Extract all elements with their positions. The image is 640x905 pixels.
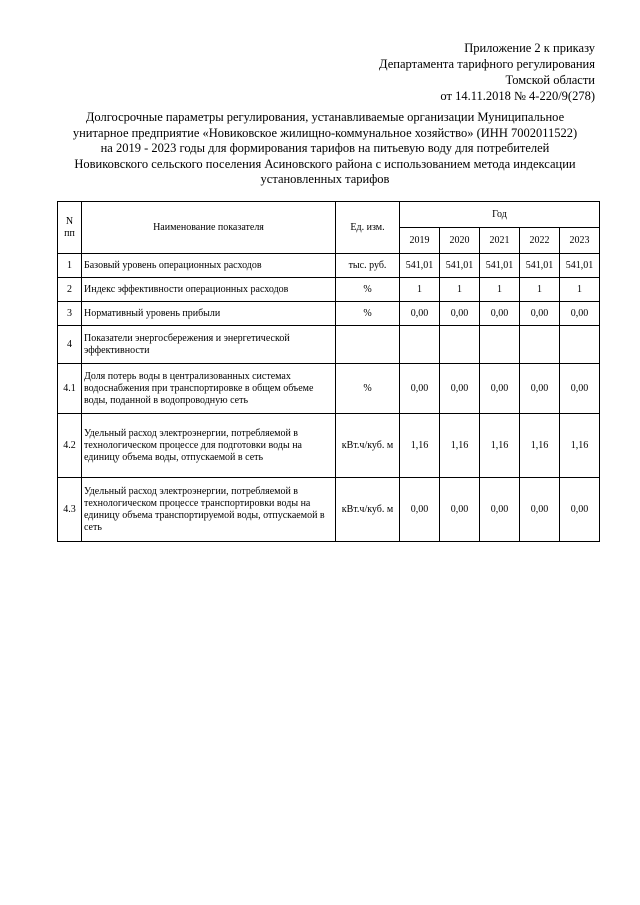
header-year: 2020 bbox=[440, 228, 480, 254]
row-value: 1,16 bbox=[440, 414, 480, 478]
row-value: 1 bbox=[440, 278, 480, 302]
row-name: Удельный расход электроэнергии, потребляемой в технологическом процессе транспортировки воды на единицу объема транспортируемой воды, отпускаемой в сеть bbox=[82, 478, 336, 542]
row-unit: % bbox=[336, 278, 400, 302]
row-value: 1,16 bbox=[560, 414, 600, 478]
row-value: 0,00 bbox=[400, 364, 440, 414]
table-row bbox=[58, 478, 600, 542]
row-unit: кВт.ч/куб. м bbox=[336, 478, 400, 542]
row-value bbox=[520, 326, 560, 364]
row-unit: % bbox=[336, 302, 400, 326]
row-value: 1,16 bbox=[520, 414, 560, 478]
row-value: 0,00 bbox=[560, 478, 600, 542]
table-row bbox=[58, 278, 600, 302]
row-value bbox=[480, 326, 520, 364]
header-year: 2019 bbox=[400, 228, 440, 254]
row-num: 1 bbox=[58, 254, 82, 278]
header-year: 2023 bbox=[560, 228, 600, 254]
row-value: 0,00 bbox=[480, 478, 520, 542]
row-value: 1,16 bbox=[480, 414, 520, 478]
row-value: 0,00 bbox=[520, 302, 560, 326]
document-title bbox=[50, 110, 600, 188]
row-name: Базовый уровень операционных расходов bbox=[82, 254, 336, 278]
row-num: 2 bbox=[58, 278, 82, 302]
attachment-line: Приложение 2 к приказу bbox=[464, 41, 595, 55]
row-value: 0,00 bbox=[440, 478, 480, 542]
row-value: 1 bbox=[560, 278, 600, 302]
row-value: 0,00 bbox=[560, 364, 600, 414]
header-unit: Ед. изм. bbox=[336, 202, 400, 254]
row-num: 4.3 bbox=[58, 478, 82, 542]
header-name: Наименование показателя bbox=[82, 202, 336, 254]
title-line: установленных тарифов bbox=[260, 172, 390, 186]
row-value: 1 bbox=[480, 278, 520, 302]
row-unit: % bbox=[336, 364, 400, 414]
attachment-line: Департамента тарифного регулирования bbox=[379, 57, 595, 71]
parameters-table bbox=[57, 201, 600, 542]
table-row bbox=[58, 254, 600, 278]
row-num: 4 bbox=[58, 326, 82, 364]
header-year-group: Год bbox=[400, 202, 600, 228]
title-line: на 2019 - 2023 годы для формирования тарифов на питьевую воду для потребителей bbox=[100, 141, 550, 155]
row-value: 0,00 bbox=[480, 364, 520, 414]
row-value: 0,00 bbox=[440, 302, 480, 326]
row-value: 1 bbox=[400, 278, 440, 302]
row-value: 0,00 bbox=[400, 478, 440, 542]
title-line: Долгосрочные параметры регулирования, устанавливаемые организации Муниципальное bbox=[85, 110, 565, 124]
header-year: 2022 bbox=[520, 228, 560, 254]
row-unit bbox=[336, 326, 400, 364]
row-num: 4.1 bbox=[58, 364, 82, 414]
row-value: 0,00 bbox=[520, 478, 560, 542]
row-name: Показатели энергосбережения и энергетической эффективности bbox=[82, 326, 336, 364]
row-unit: тыс. руб. bbox=[336, 254, 400, 278]
row-name: Нормативный уровень прибыли bbox=[82, 302, 336, 326]
row-value: 541,01 bbox=[560, 254, 600, 278]
row-value: 541,01 bbox=[480, 254, 520, 278]
table-row bbox=[58, 302, 600, 326]
row-value: 1,16 bbox=[400, 414, 440, 478]
row-value: 0,00 bbox=[440, 364, 480, 414]
table-row bbox=[58, 364, 600, 414]
row-name: Индекс эффективности операционных расходов bbox=[82, 278, 336, 302]
row-value: 0,00 bbox=[520, 364, 560, 414]
title-line: унитарное предприятие «Новиковское жилищно-коммунальное хозяйство» (ИНН 7002011522) bbox=[72, 125, 578, 140]
row-value bbox=[440, 326, 480, 364]
row-value: 541,01 bbox=[400, 254, 440, 278]
row-unit: кВт.ч/куб. м bbox=[336, 414, 400, 478]
row-value bbox=[400, 326, 440, 364]
row-value: 0,00 bbox=[480, 302, 520, 326]
title-line: Новиковского сельского поселения Асиновского района с использованием метода индексации bbox=[74, 156, 576, 171]
row-num: 3 bbox=[58, 302, 82, 326]
row-value: 0,00 bbox=[400, 302, 440, 326]
row-value: 541,01 bbox=[440, 254, 480, 278]
row-num: 4.2 bbox=[58, 414, 82, 478]
header-num: N пп bbox=[58, 202, 82, 254]
row-value bbox=[560, 326, 600, 364]
table-row bbox=[58, 414, 600, 478]
header-year: 2021 bbox=[480, 228, 520, 254]
table-row bbox=[58, 326, 600, 364]
row-name: Доля потерь воды в централизованных системах водоснабжения при транспортировке в общем объеме воды, поданной в водопроводную сеть bbox=[82, 364, 336, 414]
attachment-note bbox=[379, 40, 595, 104]
row-name: Удельный расход электроэнергии, потребляемой в технологическом процессе для подготовки воды на единицу объема воды, отпускаемой в сеть bbox=[82, 414, 336, 478]
row-value: 541,01 bbox=[520, 254, 560, 278]
attachment-line: Томской области bbox=[505, 73, 595, 87]
attachment-line: от 14.11.2018 № 4-220/9(278) bbox=[440, 89, 595, 103]
row-value: 1 bbox=[520, 278, 560, 302]
row-value: 0,00 bbox=[560, 302, 600, 326]
